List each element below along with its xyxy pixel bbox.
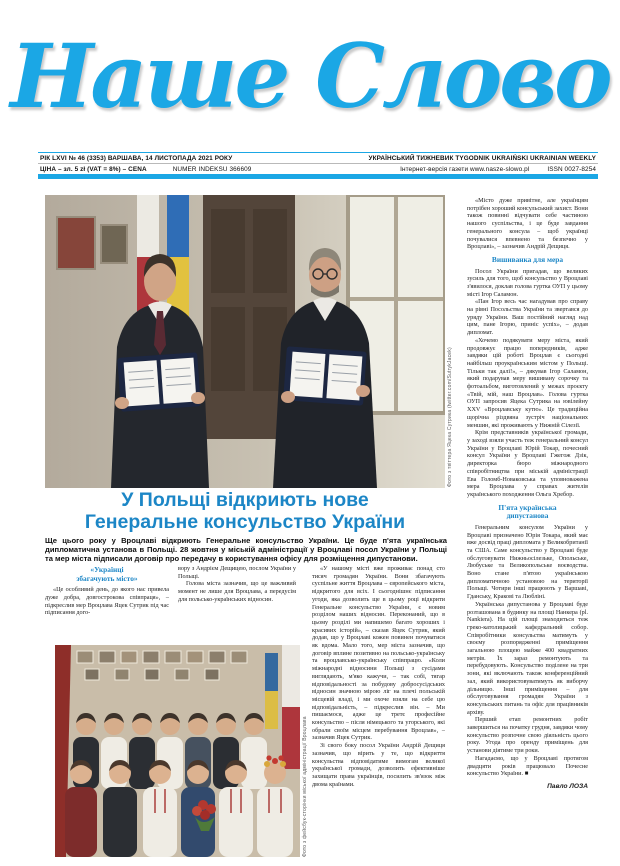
col2-paragraph-1: вору з Андрієм Дещицею, послом України у Польщі. [178,565,296,580]
price-info: ЦІНА – зл. 5 zł (VAT = 8%) – CENA [40,165,147,173]
article-lede: Ще цього року у Вроцлаві відкриють Генеральне консульство України. Це буде п'ята українська дипломатична установа в Польщі. 28 жовтня у міській адміністрації у Вроцлаві посол України у Польщі та мер міста підписали договір про передачу в користування офісу для розміщення дипустанови. [45,536,447,564]
column-2 [178,565,296,604]
index-number: NUMER INDEKSU 366609 [172,165,252,173]
right-paragraph-4: «Хочемо подякувати меру міста, який продовжує працю попередників, адже завдяки цій роботі Вроцлав є сьогодні найбільш проукраїнським містом у Польщі. Тільки так далі!», – дякував Ігор Саламон, який подарував меру вишивану сорочку та фотоальбом, виготовлений у межах проєкту «Твій, мій, наш Вроцлав». Голова гуртка ОУП запросив Яцека Сутрика на ювілейну XXV «Вроцлавську кутю». Це традиційна щорічна різдвяна зустріч національних меншин, які проживають у Нижній Сілезії. [467,336,588,429]
weekly-title: УКРАЇНСЬКИЙ ТИЖНЕВИК TYGODNIK UKRAIŃSKI UKRAINIAN WEEKLY [368,154,596,162]
ukraine-flag-icon [167,195,189,317]
article-headline [45,490,445,533]
subhead-vyshyvanka: Вишиванка для мера [491,254,564,264]
right-paragraph-6: Генеральним консулом України у Вроцлаві призначено Юрія Токара, який має вже досвід праці дипломата у Великобританії та США. Саме консульство у Вроцлаві буде обслуговувати Нижньосілезьке, Опольське, Любуське та Великопольське воєводства. Воно стане п'ятою українською дипломатичною установою на території Польщі. Чотири інші працюють у Варшаві, Гданську, Кракові та Любліні. [467,523,588,601]
main-photo-illustration [45,195,445,488]
group-photo-illustration [55,645,300,857]
header-strip [38,152,598,179]
right-paragraph-9: Нагадаємо, що у Вроцлаві протягом двадцяти років працювало Почесне консульство України. ■ [467,754,588,778]
right-paragraph-7: Українська дипустанова у Вроцлаві буде розташована в будинку на площі Нанкера (pl. Nankiera). На цій площі знаходиться теж греко-католицький кафедральний собор. Співробітники консульства матимуть у своєму розпорядженні приміщення загальною площею майже 400 квадратних метрів. Їх зараз ремонтують та перебудовують. Консульство поділене на три зони, які включають також конференційний зал, який використовуватимуть як виборчу дільницю. Інші приміщення – для обслуговування громадян України з консульських питань та офіс для працівників архіву. [467,600,588,716]
col2-paragraph-2: Голова міста зазначив, що це важливий момент не лише для Вроцлава, а передусім для польсько-українських відносин. [178,580,296,603]
main-photo [45,195,445,488]
right-paragraph-8: Перший етап ремонтних робіт завершиться на початку грудня, завдяки чому консульство розпочне свою діяльність цього року. Угода про оренду приміщень для установи діятиме три роки. [467,716,588,755]
right-paragraph-3: «Пан Ігор весь час нагадував про справу на рівні Посольства України та звертався до уряду України. Ваш постійний нагляд над цим, пане Ігорю, приніс успіх», – додав дипломат. [467,298,588,337]
subhead-urkainians-enrich: «Українці збагачують місто» [76,565,138,583]
right-paragraph-2: Посол України пригадав, що великих зусиль для того, щоб консульство у Вроцлаві з'явилося, доклав голова гуртка ОУП у цьому місті Ігор Саламон. [467,267,588,298]
col1-paragraph: «Це особливий день, до якого нас привела дуже добра, довгострокова співпраця», – підкреслив мер Вроцлава Яцек Сутрик під час підписання дого- [45,586,169,617]
right-paragraph-1: «Місто дуже привітне, але українцям потрібен хороший консульський захист. Вони також повинні відчувати себе частиною нашого суспільства, і це буде завдання генерального консула – щоб українці почувалися впевнено та безпечно у Вроцлаві», – зазначив Андрій Дещиця. [467,197,588,251]
right-paragraph-5: Крім представників української громади, у заході взяли участь теж генеральний консул України у Вроцлаві Юрій Токар, почесний консул України у Вроцлаві Гжегож Дзік, директорка бюро міжнародного співробітництва при міській адміністрації Ева Голомб-Новаковська та уповноважена мера Вроцлава у справах жителів українського походження Ольга Хребор. [467,429,588,498]
newspaper-logo: Наше Слово [10,24,610,128]
issue-info: РІК LXVI № 46 (3353) ВАРШАВА, 14 ЛИСТОПАДА 2021 РОКУ [40,154,233,162]
group-photo [55,645,300,857]
website-line: Інтернет-версія газети www.nasze-slowo.pl [400,165,530,173]
column-3 [312,565,445,788]
headline-line2: Генеральне консульство України [84,510,406,533]
right-column [467,197,588,791]
main-photo-credit: Фото з твіттера Яцека Сутрика (twitter.com/SutrykJacek) [447,347,453,487]
col3-paragraph-2: Зі свого боку посол України Андрій Дещиця зазначив, що вірить у те, що відкриття консульства відповідатиме вимогам великої української громади, дозволить ефективніше захищати права українців, посилить зв'язок між двома країнами. [312,742,445,788]
group-photo-credit: Фото з фейсбук-сторінки міської адміністрації Вроцлава [302,716,308,857]
col3-paragraph-1: «У нашому місті вже проживає понад сто тисяч громадян України. Вони збагачують суспільне життя Вроцлава – європейського міста, відкритого для всіх. І сьогоднішнє підписання угоди, яка дозволить ще в цьому році відкрити Генеральне консульство України, є новим розділом наших відносин. Переконаний, що в цьому розділі ми напишемо багато хороших і красивих історій», – сказав Яцек Сутрик, який додав, що у Вроцлаві кожен повинен почуватися як вдома. Мало того, мер міста зазначив, що договір вплине позитивно на польсько-українську та вроцлавсько-українську співпрацю. «Коли міжнародні відносини Польщі з сусідами виглядають, м'яко кажучи, – так собі, тягар відповідальності за побудову добросусідських відносин значною мірою ліг на плечі польській місцевій владі, і ми охоче взяли на себе цю відповідальність, – підкреслив він. – Ми пишаємося, адже це третє професійне консульство – після німецького та угорського, які обрали своїм місцем перебування Вроцлав», – зазначив Яцек Сутрик. [312,565,445,742]
subhead-fifth-mission: П'ята українська дипустанова [498,502,557,521]
issn-number: ISSN 0027-8254 [547,165,596,173]
column-1 [45,565,169,617]
author-byline: Павло ЛОЗА [547,783,588,790]
headline-line1: У Польщі відкриють нове [121,489,369,511]
